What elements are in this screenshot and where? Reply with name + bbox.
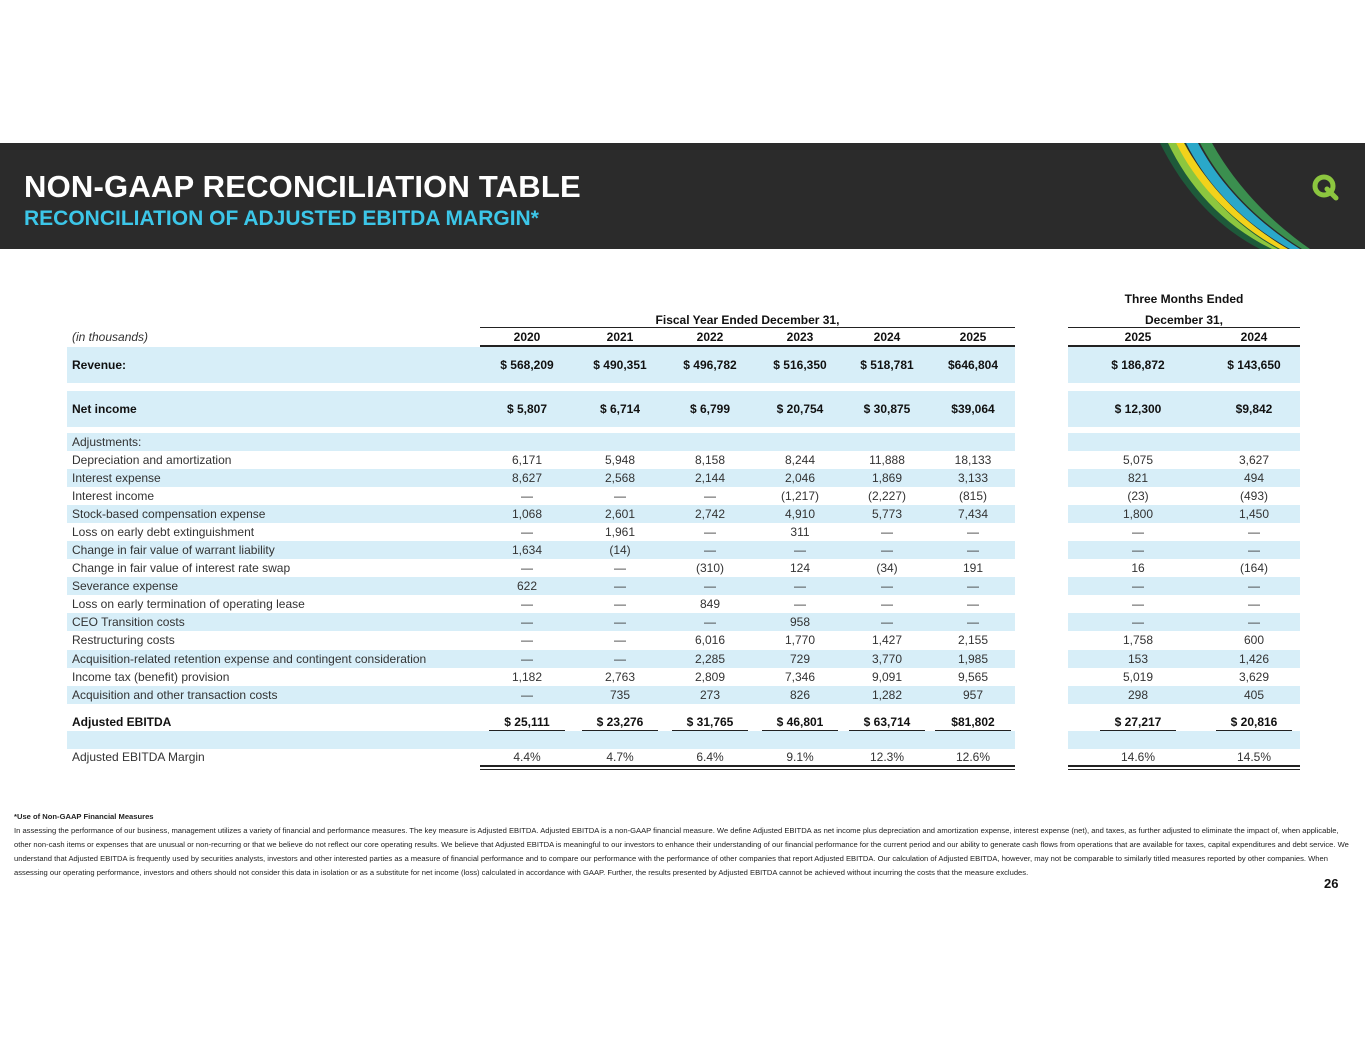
table-cell: (164) xyxy=(1239,561,1268,575)
table-cell: 1,800 xyxy=(1122,507,1154,521)
table-cell: 2,144 xyxy=(694,471,726,485)
column-header-year: 2024 xyxy=(1240,330,1268,344)
table-cell: 3,770 xyxy=(871,652,903,666)
table-cell: 1,961 xyxy=(604,525,636,539)
row-label: Interest income xyxy=(72,489,155,503)
row-label: Change in fair value of warrant liability xyxy=(72,543,275,557)
table-cell: — xyxy=(967,525,979,539)
table-cell: $ 23,276 xyxy=(596,715,644,729)
table-cell: $9,842 xyxy=(1235,402,1273,416)
column-header-year: 2021 xyxy=(606,330,634,344)
table-cell: $ 143,650 xyxy=(1227,358,1281,372)
table-cell: — xyxy=(614,633,626,647)
table-cell: $ 6,799 xyxy=(689,402,731,416)
row-label: Depreciation and amortization xyxy=(72,453,232,467)
table-cell: — xyxy=(881,543,893,557)
table-cell: — xyxy=(614,489,626,503)
row-label: Interest expense xyxy=(72,471,161,485)
table-cell: 2,742 xyxy=(694,507,726,521)
total-underline xyxy=(1100,730,1176,731)
table-cell: 153 xyxy=(1127,652,1149,666)
table-cell: $ 20,754 xyxy=(776,402,824,416)
quarter-group-title-line2: December 31, xyxy=(1144,313,1224,327)
row-band xyxy=(67,433,1015,451)
total-underline xyxy=(935,730,1011,731)
table-cell: 622 xyxy=(516,579,538,593)
table-cell: $ 186,872 xyxy=(1111,358,1165,372)
table-cell: 8,627 xyxy=(511,471,543,485)
table-cell: 5,948 xyxy=(604,453,636,467)
table-cell: 1,068 xyxy=(511,507,543,521)
row-label: Change in fair value of interest rate swap xyxy=(72,561,291,575)
quarter-group-rule xyxy=(1068,327,1300,328)
table-cell: (2,227) xyxy=(867,489,907,503)
table-cell: — xyxy=(1248,525,1260,539)
table-cell: 1,182 xyxy=(511,670,543,684)
table-cell: — xyxy=(704,525,716,539)
table-cell: 1,869 xyxy=(871,471,903,485)
row-label: Adjusted EBITDA xyxy=(72,715,172,729)
table-cell: 4.4% xyxy=(513,750,541,764)
column-header-year: 2023 xyxy=(786,330,814,344)
table-cell: — xyxy=(1248,597,1260,611)
table-cell: 16 xyxy=(1131,561,1145,575)
row-label: Net income xyxy=(72,402,137,416)
table-cell: 7,434 xyxy=(957,507,989,521)
row-band xyxy=(1068,433,1300,451)
table-cell: 2,285 xyxy=(694,652,726,666)
row-label: Revenue: xyxy=(72,358,127,372)
table-cell: 5,075 xyxy=(1122,453,1154,467)
table-cell: 2,046 xyxy=(784,471,816,485)
total-underline xyxy=(762,730,838,731)
table-cell: 12.3% xyxy=(869,750,905,764)
table-cell: 494 xyxy=(1243,471,1265,485)
table-cell: 2,763 xyxy=(604,670,636,684)
table-cell: (1,217) xyxy=(780,489,820,503)
table-cell: 8,158 xyxy=(694,453,726,467)
table-cell: 1,426 xyxy=(1238,652,1270,666)
table-cell: — xyxy=(794,597,806,611)
table-cell: — xyxy=(1132,579,1144,593)
table-cell: $ 46,801 xyxy=(776,715,824,729)
table-cell: $ 496,782 xyxy=(683,358,737,372)
row-label: Adjusted EBITDA Margin xyxy=(72,750,205,764)
table-cell: (493) xyxy=(1239,489,1268,503)
table-cell: — xyxy=(704,489,716,503)
table-cell: 9,565 xyxy=(957,670,989,684)
page-title: NON-GAAP RECONCILIATION TABLE xyxy=(24,169,581,204)
table-cell: 18,133 xyxy=(954,453,992,467)
row-label: Adjustments: xyxy=(72,435,142,449)
table-cell: — xyxy=(614,579,626,593)
total-underline xyxy=(1216,730,1292,731)
table-cell: (14) xyxy=(609,543,631,557)
table-cell: — xyxy=(521,688,533,702)
table-cell: — xyxy=(881,597,893,611)
table-cell: (23) xyxy=(1127,489,1149,503)
table-cell: — xyxy=(881,525,893,539)
margin-double-underline xyxy=(480,765,1015,767)
table-cell: 6.4% xyxy=(696,750,724,764)
table-cell: (815) xyxy=(958,489,987,503)
table-cell: 826 xyxy=(789,688,811,702)
table-cell: 1,450 xyxy=(1238,507,1270,521)
row-label: Stock-based compensation expense xyxy=(72,507,266,521)
table-cell: 1,758 xyxy=(1122,633,1154,647)
table-cell: — xyxy=(614,615,626,629)
table-cell: 9.1% xyxy=(786,750,814,764)
table-cell: 3,627 xyxy=(1238,453,1270,467)
table-cell: $ 5,807 xyxy=(506,402,548,416)
row-label: Loss on early debt extinguishment xyxy=(72,525,255,539)
footnote-body: In assessing the performance of our business, management utilizes a variety of financial and performance measures. The key measure is Adjusted EBITDA. Adjusted EBITDA is a non-GAAP financial measure. We define Adjusted EBITDA as net income plus depreciation and amortization expense, interest expense (net), and taxes, as further adjusted to eliminate the impact of, when applicable, other non-cash items or expenses that are unusual or non-recurring or that we believe do not reflect our core operating results. We believe that Adjusted EBITDA is meaningful to our investors to enhance their understanding of our financial performance for the current period and our ability to generate cash flows from operations that are available for taxes, capital expenditures and debt service. We understand that Adjusted EBITDA is frequently used by securities analysts, investors and other interested parties as a measure of financial performance and to compare our performance with the performance of other companies that report Adjusted EBITDA. Our calculation of Adjusted EBITDA, however, may not be comparable to similarly titled measures reported by other companies. When assessing our operating performance, investors and others should not consider this data in isolation or as a substitute for net income (loss) calculated in accordance with GAAP. Further, the results presented by Adjusted EBITDA cannot be achieved without incurring the costs that the measure excludes. xyxy=(14,826,1349,877)
table-cell: 273 xyxy=(699,688,721,702)
table-cell: 5,773 xyxy=(871,507,903,521)
row-label: Income tax (benefit) provision xyxy=(72,670,230,684)
table-cell: $ 12,300 xyxy=(1114,402,1162,416)
row-label: Loss on early termination of operating lease xyxy=(72,597,305,611)
table-cell: 7,346 xyxy=(784,670,816,684)
column-header-year: 2024 xyxy=(873,330,901,344)
row-label: Restructuring costs xyxy=(72,633,175,647)
table-cell: 14.6% xyxy=(1120,750,1156,764)
table-cell: — xyxy=(521,489,533,503)
table-cell: — xyxy=(967,615,979,629)
table-cell: $ 490,351 xyxy=(593,358,647,372)
table-cell: 2,568 xyxy=(604,471,636,485)
table-cell: — xyxy=(521,525,533,539)
footnote-title: *Use of Non-GAAP Financial Measures xyxy=(14,812,154,821)
table-cell: $ 518,781 xyxy=(860,358,914,372)
footnote xyxy=(14,810,1354,880)
table-cell: 1,634 xyxy=(511,543,543,557)
column-header-year: 2020 xyxy=(513,330,541,344)
table-cell: — xyxy=(1248,579,1260,593)
table-cell: 5,019 xyxy=(1122,670,1154,684)
table-cell: 2,601 xyxy=(604,507,636,521)
table-cell: — xyxy=(704,615,716,629)
table-cell: — xyxy=(614,652,626,666)
table-cell: 3,133 xyxy=(957,471,989,485)
total-underline xyxy=(849,730,925,731)
table-cell: — xyxy=(881,615,893,629)
table-cell: — xyxy=(614,561,626,575)
table-cell: 849 xyxy=(699,597,721,611)
table-cell: 11,888 xyxy=(869,453,905,467)
table-cell: 1,282 xyxy=(871,688,903,702)
table-cell: 405 xyxy=(1243,688,1265,702)
table-cell: $ 30,875 xyxy=(863,402,911,416)
table-cell: 729 xyxy=(789,652,811,666)
row-label: CEO Transition costs xyxy=(72,615,185,629)
table-cell: $ 63,714 xyxy=(863,715,911,729)
table-cell: $ 6,714 xyxy=(599,402,641,416)
row-band xyxy=(1068,731,1300,749)
table-cell: 4,910 xyxy=(784,507,816,521)
table-cell: — xyxy=(521,633,533,647)
table-cell: 1,985 xyxy=(957,652,989,666)
table-cell: — xyxy=(614,597,626,611)
table-cell: 298 xyxy=(1127,688,1149,702)
table-cell: $646,804 xyxy=(947,358,999,372)
table-cell: 8,244 xyxy=(784,453,816,467)
table-cell: — xyxy=(521,615,533,629)
table-cell: 958 xyxy=(789,615,811,629)
margin-double-underline xyxy=(480,769,1015,770)
table-cell: — xyxy=(521,597,533,611)
table-cell: — xyxy=(794,543,806,557)
table-cell: — xyxy=(967,579,979,593)
total-underline xyxy=(672,730,748,731)
table-cell: — xyxy=(1132,525,1144,539)
table-cell: $ 27,217 xyxy=(1114,715,1162,729)
table-cell: (310) xyxy=(695,561,724,575)
table-cell: — xyxy=(1248,543,1260,557)
margin-double-underline xyxy=(1068,765,1300,767)
table-cell: 735 xyxy=(609,688,631,702)
table-cell: 6,016 xyxy=(694,633,726,647)
table-cell: 4.7% xyxy=(606,750,634,764)
column-header-year: 2025 xyxy=(959,330,987,344)
row-label: Acquisition and other transaction costs xyxy=(72,688,278,702)
table-cell: 12.6% xyxy=(955,750,991,764)
table-cell: 14.5% xyxy=(1236,750,1272,764)
table-cell: — xyxy=(521,652,533,666)
table-cell: $39,064 xyxy=(951,402,995,416)
table-cell: 3,629 xyxy=(1238,670,1270,684)
table-cell: — xyxy=(1132,543,1144,557)
table-cell: $81,802 xyxy=(951,715,995,729)
table-cell: 821 xyxy=(1127,471,1149,485)
table-cell: 1,427 xyxy=(871,633,903,647)
table-cell: 9,091 xyxy=(871,670,903,684)
table-cell: — xyxy=(1248,615,1260,629)
table-cell: 1,770 xyxy=(784,633,816,647)
column-header-year: 2025 xyxy=(1124,330,1152,344)
table-cell: — xyxy=(1132,615,1144,629)
table-cell: 957 xyxy=(962,688,984,702)
row-label: Severance expense xyxy=(72,579,179,593)
fiscal-group-rule xyxy=(480,327,1015,328)
table-cell: $ 25,111 xyxy=(504,715,550,729)
header-banner xyxy=(0,143,1365,249)
table-cell: 600 xyxy=(1243,633,1265,647)
table-cell: — xyxy=(521,561,533,575)
table-cell: — xyxy=(967,597,979,611)
table-cell: $ 516,350 xyxy=(773,358,827,372)
table-cell: — xyxy=(704,579,716,593)
table-cell: 2,155 xyxy=(957,633,989,647)
ebitda-reconciliation-table xyxy=(67,288,1303,768)
total-underline xyxy=(582,730,658,731)
page-number: 26 xyxy=(1324,876,1339,891)
table-cell: — xyxy=(881,579,893,593)
units-label: (in thousands) xyxy=(72,330,149,344)
table-cell: $ 20,816 xyxy=(1230,715,1278,729)
table-cell: 124 xyxy=(789,561,811,575)
table-cell: — xyxy=(967,543,979,557)
table-cell: 6,171 xyxy=(511,453,543,467)
table-cell: 191 xyxy=(962,561,984,575)
page-subtitle: RECONCILIATION OF ADJUSTED EBITDA MARGIN* xyxy=(24,207,539,230)
row-label: Acquisition-related retention expense and contingent consideration xyxy=(72,652,427,666)
table-cell: $ 568,209 xyxy=(500,358,554,372)
table-cell: 2,809 xyxy=(694,670,726,684)
table-cell: — xyxy=(794,579,806,593)
quarter-group-title-line1: Three Months Ended xyxy=(1124,292,1244,306)
company-logo-icon xyxy=(1310,171,1340,201)
row-band xyxy=(67,731,1015,749)
fiscal-year-group-title: Fiscal Year Ended December 31, xyxy=(655,313,840,327)
table-cell: — xyxy=(704,543,716,557)
margin-double-underline xyxy=(1068,769,1300,770)
column-header-year: 2022 xyxy=(696,330,724,344)
table-cell: (34) xyxy=(876,561,898,575)
total-underline xyxy=(489,730,565,731)
table-cell: $ 31,765 xyxy=(686,715,734,729)
table-cell: 311 xyxy=(790,525,810,539)
table-cell: — xyxy=(1132,597,1144,611)
